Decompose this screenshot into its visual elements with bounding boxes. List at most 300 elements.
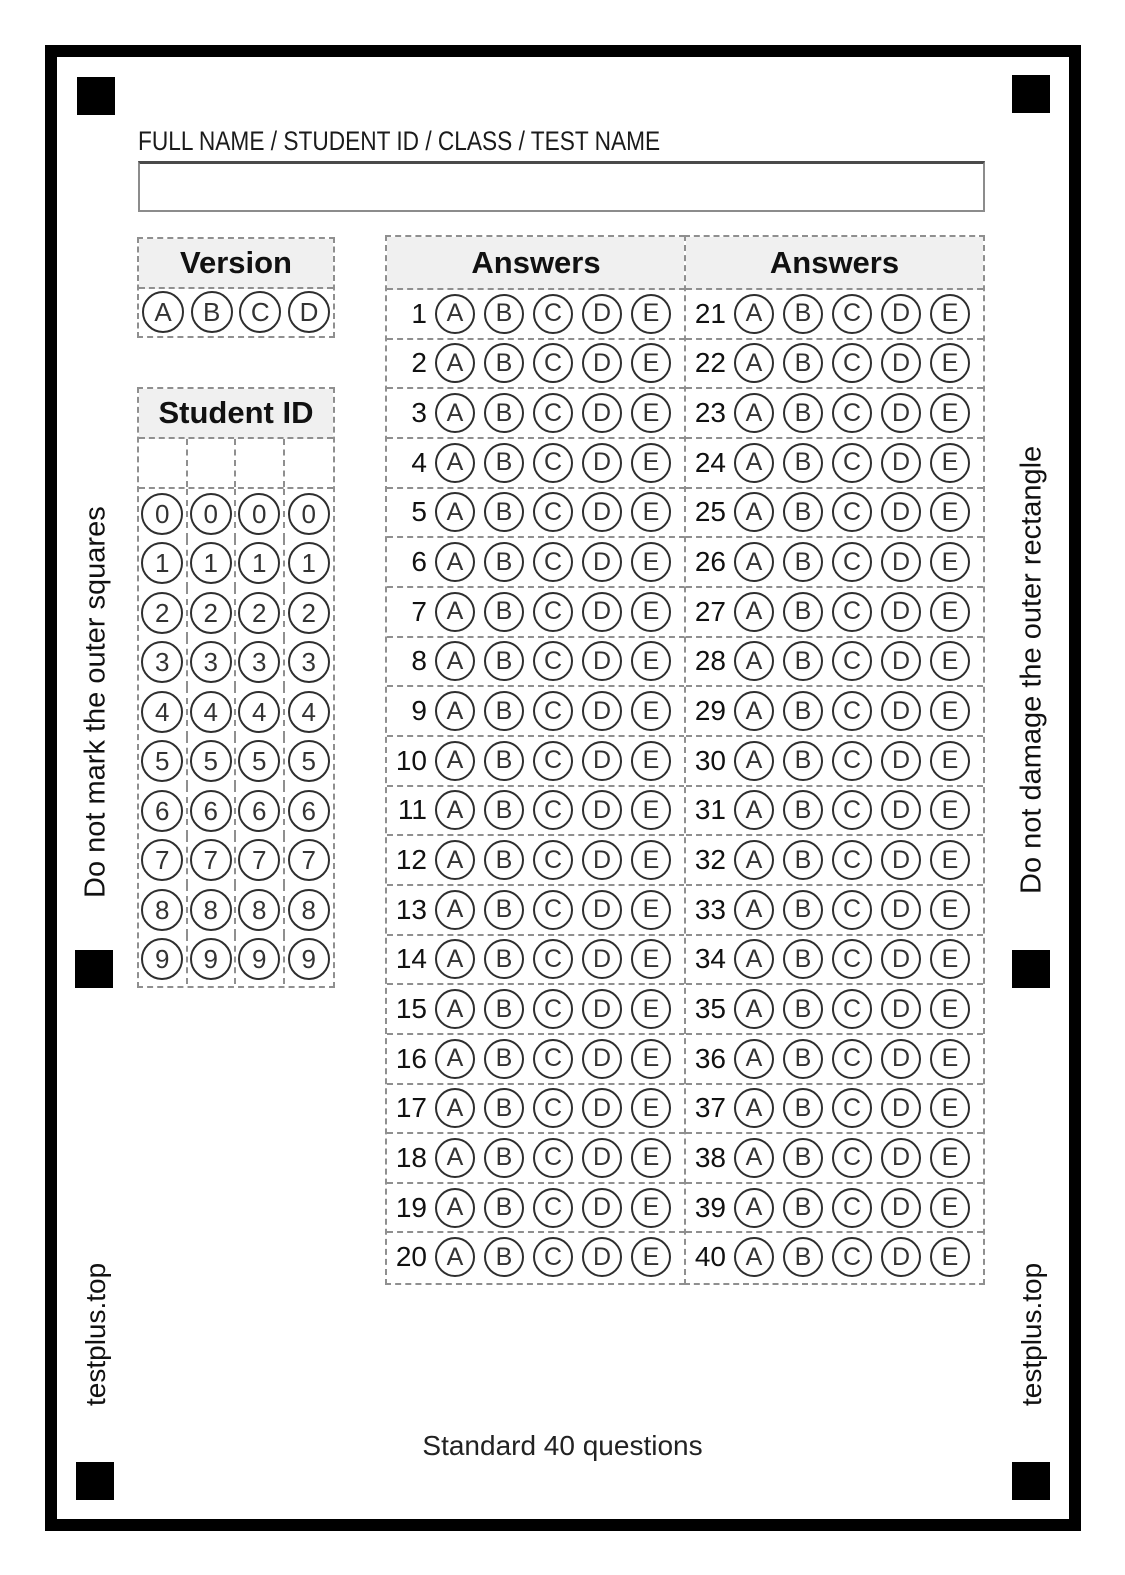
answer-37-A[interactable]: A (734, 1088, 774, 1128)
answer-21-C[interactable]: C (832, 294, 872, 334)
student-id-digit-5-col-2[interactable]: 5 (190, 740, 232, 782)
answer-30-D[interactable]: D (881, 741, 921, 781)
answer-10-E[interactable]: E (631, 741, 671, 781)
answer-13-D[interactable]: D (582, 890, 622, 930)
student-id-write-cell-1[interactable] (139, 439, 188, 487)
answer-7-C[interactable]: C (533, 592, 573, 632)
answer-24-B[interactable]: B (783, 443, 823, 483)
answer-17-D[interactable]: D (582, 1088, 622, 1128)
answer-11-A[interactable]: A (435, 790, 475, 830)
question-38-number: 38 (694, 1141, 726, 1173)
answer-15-A[interactable]: A (435, 989, 475, 1029)
answer-23-E[interactable]: E (930, 393, 970, 433)
answer-27-D[interactable]: D (881, 592, 921, 632)
answer-5-D[interactable]: D (582, 492, 622, 532)
answer-1-D[interactable]: D (582, 294, 622, 334)
answer-6-B[interactable]: B (484, 542, 524, 582)
question-37-bubbles (734, 1088, 970, 1128)
question-10-number: 10 (395, 744, 427, 776)
answer-29-D[interactable]: D (881, 691, 921, 731)
answer-21-A[interactable]: A (734, 294, 774, 334)
answer-21-D[interactable]: D (881, 294, 921, 334)
student-id-digit-6-col-4[interactable]: 6 (288, 790, 330, 832)
question-2-bubbles (435, 343, 671, 383)
answer-38-C[interactable]: C (832, 1138, 872, 1178)
answer-17-A[interactable]: A (435, 1088, 475, 1128)
answer-35-A[interactable]: A (734, 989, 774, 1029)
answer-row-30 (686, 737, 983, 787)
answer-9-D[interactable]: D (582, 691, 622, 731)
answer-29-B[interactable]: B (783, 691, 823, 731)
answer-29-C[interactable]: C (832, 691, 872, 731)
answer-6-C[interactable]: C (533, 542, 573, 582)
answer-2-A[interactable]: A (435, 343, 475, 383)
answer-35-E[interactable]: E (930, 989, 970, 1029)
answer-row-14 (387, 936, 685, 986)
answer-36-C[interactable]: C (832, 1039, 872, 1079)
answer-36-D[interactable]: D (881, 1039, 921, 1079)
answer-40-C[interactable]: C (832, 1237, 872, 1277)
answer-row-12 (387, 836, 685, 886)
answer-35-C[interactable]: C (832, 989, 872, 1029)
answer-5-C[interactable]: C (533, 492, 573, 532)
student-id-digit-1-col-3[interactable]: 1 (238, 542, 280, 584)
answer-39-C[interactable]: C (832, 1188, 872, 1228)
student-id-digit-4-col-3[interactable]: 4 (238, 691, 280, 733)
answer-24-A[interactable]: A (734, 443, 774, 483)
answer-4-D[interactable]: D (582, 443, 622, 483)
question-11-bubbles (435, 790, 671, 830)
answer-20-A[interactable]: A (435, 1237, 475, 1277)
answer-11-E[interactable]: E (631, 790, 671, 830)
answer-row-29 (686, 687, 983, 737)
answer-11-C[interactable]: C (533, 790, 573, 830)
student-id-digit-3-col-3[interactable]: 3 (238, 641, 280, 683)
answer-36-A[interactable]: A (734, 1039, 774, 1079)
answer-28-A[interactable]: A (734, 641, 774, 681)
answer-28-D[interactable]: D (881, 641, 921, 681)
student-id-cell (139, 737, 188, 787)
answer-26-D[interactable]: D (881, 542, 921, 582)
answer-38-B[interactable]: B (783, 1138, 823, 1178)
student-id-digit-7-col-3[interactable]: 7 (238, 839, 280, 881)
answer-4-B[interactable]: B (484, 443, 524, 483)
answer-12-D[interactable]: D (582, 840, 622, 880)
answer-23-B[interactable]: B (783, 393, 823, 433)
answer-1-A[interactable]: A (435, 294, 475, 334)
student-id-digit-2-col-2[interactable]: 2 (190, 592, 232, 634)
answer-21-B[interactable]: B (783, 294, 823, 334)
answer-8-A[interactable]: A (435, 641, 475, 681)
answer-4-C[interactable]: C (533, 443, 573, 483)
student-id-digit-5-col-1[interactable]: 5 (141, 740, 183, 782)
student-id-digit-8-col-2[interactable]: 8 (190, 889, 232, 931)
answer-33-E[interactable]: E (930, 890, 970, 930)
brand-text-left: testplus.top (80, 1262, 111, 1406)
student-id-cell (285, 539, 334, 589)
answer-20-D[interactable]: D (582, 1237, 622, 1277)
answer-29-A[interactable]: A (734, 691, 774, 731)
answer-30-C[interactable]: C (832, 741, 872, 781)
answer-18-A[interactable]: A (435, 1138, 475, 1178)
answer-31-A[interactable]: A (734, 790, 774, 830)
student-id-cell (236, 737, 285, 787)
answer-row-35 (686, 985, 983, 1035)
answer-18-D[interactable]: D (582, 1138, 622, 1178)
answer-19-C[interactable]: C (533, 1188, 573, 1228)
answer-1-C[interactable]: C (533, 294, 573, 334)
student-id-digit-2-col-1[interactable]: 2 (141, 592, 183, 634)
answer-35-B[interactable]: B (783, 989, 823, 1029)
answer-22-A[interactable]: A (734, 343, 774, 383)
answer-19-D[interactable]: D (582, 1188, 622, 1228)
student-id-digit-0-col-1[interactable]: 0 (141, 493, 183, 535)
answer-14-B[interactable]: B (484, 939, 524, 979)
question-1-number: 1 (411, 297, 427, 329)
answer-1-B[interactable]: B (484, 294, 524, 334)
student-id-cell (236, 539, 285, 589)
answer-28-E[interactable]: E (930, 641, 970, 681)
student-id-digit-3-col-1[interactable]: 3 (141, 641, 183, 683)
answer-12-A[interactable]: A (435, 840, 475, 880)
answer-32-B[interactable]: B (783, 840, 823, 880)
answer-5-B[interactable]: B (484, 492, 524, 532)
version-bubble-B[interactable]: B (191, 291, 233, 333)
answer-13-C[interactable]: C (533, 890, 573, 930)
answer-7-D[interactable]: D (582, 592, 622, 632)
answer-8-D[interactable]: D (582, 641, 622, 681)
student-id-digit-4-col-2[interactable]: 4 (190, 691, 232, 733)
answer-9-B[interactable]: B (484, 691, 524, 731)
question-17-number: 17 (395, 1092, 427, 1124)
answer-23-A[interactable]: A (734, 393, 774, 433)
answer-2-B[interactable]: B (484, 343, 524, 383)
answer-4-E[interactable]: E (631, 443, 671, 483)
answer-3-B[interactable]: B (484, 393, 524, 433)
answer-12-C[interactable]: C (533, 840, 573, 880)
student-id-digit-8-col-1[interactable]: 8 (141, 889, 183, 931)
student-id-digit-5-col-4[interactable]: 5 (288, 740, 330, 782)
answer-1-E[interactable]: E (631, 294, 671, 334)
student-id-cell (139, 489, 188, 539)
answer-2-E[interactable]: E (631, 343, 671, 383)
answer-5-E[interactable]: E (631, 492, 671, 532)
answer-20-E[interactable]: E (631, 1237, 671, 1277)
answer-37-D[interactable]: D (881, 1088, 921, 1128)
answer-40-E[interactable]: E (930, 1237, 970, 1277)
answer-39-B[interactable]: B (783, 1188, 823, 1228)
student-id-write-cell-2[interactable] (188, 439, 237, 487)
student-id-digit-9-col-1[interactable]: 9 (141, 938, 183, 980)
answer-3-E[interactable]: E (631, 393, 671, 433)
answer-row-6 (387, 538, 685, 588)
answer-30-E[interactable]: E (930, 741, 970, 781)
answer-9-E[interactable]: E (631, 691, 671, 731)
answer-32-C[interactable]: C (832, 840, 872, 880)
answer-2-D[interactable]: D (582, 343, 622, 383)
version-bubble-A[interactable]: A (142, 291, 184, 333)
answer-25-C[interactable]: C (832, 492, 872, 532)
answer-36-E[interactable]: E (930, 1039, 970, 1079)
student-id-digit-6-col-2[interactable]: 6 (190, 790, 232, 832)
answer-11-D[interactable]: D (582, 790, 622, 830)
answer-12-B[interactable]: B (484, 840, 524, 880)
answer-37-E[interactable]: E (930, 1088, 970, 1128)
answer-22-B[interactable]: B (783, 343, 823, 383)
student-id-digit-9-col-4[interactable]: 9 (288, 938, 330, 980)
left-margin-note: Do not mark the outer squares (79, 506, 112, 899)
answer-11-B[interactable]: B (484, 790, 524, 830)
question-40-bubbles (734, 1237, 970, 1277)
student-id-title: Student ID (139, 389, 333, 439)
answer-37-C[interactable]: C (832, 1088, 872, 1128)
answer-28-B[interactable]: B (783, 641, 823, 681)
answer-33-A[interactable]: A (734, 890, 774, 930)
answer-14-C[interactable]: C (533, 939, 573, 979)
answer-8-E[interactable]: E (631, 641, 671, 681)
answer-15-B[interactable]: B (484, 989, 524, 1029)
answer-18-B[interactable]: B (484, 1138, 524, 1178)
question-8-bubbles (435, 641, 671, 681)
answer-row-18 (387, 1134, 685, 1184)
answer-21-E[interactable]: E (930, 294, 970, 334)
answer-25-A[interactable]: A (734, 492, 774, 532)
answer-20-B[interactable]: B (484, 1237, 524, 1277)
registration-mark-top-right (1012, 75, 1050, 113)
answer-6-D[interactable]: D (582, 542, 622, 582)
student-id-cell (236, 836, 285, 886)
question-4-bubbles (435, 443, 671, 483)
question-15-bubbles (435, 989, 671, 1029)
student-id-digit-6-col-1[interactable]: 6 (141, 790, 183, 832)
question-18-number: 18 (395, 1141, 427, 1173)
answer-31-D[interactable]: D (881, 790, 921, 830)
answer-row-40 (686, 1233, 983, 1281)
answer-7-E[interactable]: E (631, 592, 671, 632)
answer-39-E[interactable]: E (930, 1188, 970, 1228)
question-33-number: 33 (694, 893, 726, 925)
answer-22-C[interactable]: C (832, 343, 872, 383)
answer-16-C[interactable]: C (533, 1039, 573, 1079)
question-21-bubbles (734, 294, 970, 334)
answer-4-A[interactable]: A (435, 443, 475, 483)
answer-25-B[interactable]: B (783, 492, 823, 532)
answers-body-right (686, 290, 983, 1281)
student-id-digit-7-col-4[interactable]: 7 (288, 839, 330, 881)
answer-16-A[interactable]: A (435, 1039, 475, 1079)
answer-17-C[interactable]: C (533, 1088, 573, 1128)
answer-25-E[interactable]: E (930, 492, 970, 532)
answer-24-E[interactable]: E (930, 443, 970, 483)
answer-18-E[interactable]: E (631, 1138, 671, 1178)
answer-31-E[interactable]: E (930, 790, 970, 830)
answer-row-13 (387, 886, 685, 936)
answer-32-D[interactable]: D (881, 840, 921, 880)
question-37-number: 37 (694, 1092, 726, 1124)
answer-6-E[interactable]: E (631, 542, 671, 582)
question-13-bubbles (435, 890, 671, 930)
answer-35-D[interactable]: D (881, 989, 921, 1029)
answer-6-A[interactable]: A (435, 542, 475, 582)
answer-5-A[interactable]: A (435, 492, 475, 532)
answer-34-E[interactable]: E (930, 939, 970, 979)
student-id-digit-0-col-3[interactable]: 0 (238, 493, 280, 535)
answer-38-A[interactable]: A (734, 1138, 774, 1178)
answer-7-B[interactable]: B (484, 592, 524, 632)
student-id-digit-3-col-4[interactable]: 3 (288, 641, 330, 683)
answer-7-A[interactable]: A (435, 592, 475, 632)
student-id-write-row (139, 439, 333, 489)
answer-34-C[interactable]: C (832, 939, 872, 979)
answer-40-D[interactable]: D (881, 1237, 921, 1277)
answer-13-E[interactable]: E (631, 890, 671, 930)
answer-39-D[interactable]: D (881, 1188, 921, 1228)
student-id-cell (139, 836, 188, 886)
answers-title-left: Answers (387, 237, 685, 290)
answer-34-B[interactable]: B (783, 939, 823, 979)
question-27-bubbles (734, 592, 970, 632)
answer-10-C[interactable]: C (533, 741, 573, 781)
answer-12-E[interactable]: E (631, 840, 671, 880)
answer-32-E[interactable]: E (930, 840, 970, 880)
student-id-digit-7-col-2[interactable]: 7 (190, 839, 232, 881)
student-id-digit-4-col-4[interactable]: 4 (288, 691, 330, 733)
answer-29-E[interactable]: E (930, 691, 970, 731)
answer-31-C[interactable]: C (832, 790, 872, 830)
answer-18-C[interactable]: C (533, 1138, 573, 1178)
answer-23-C[interactable]: C (832, 393, 872, 433)
answer-38-E[interactable]: E (930, 1138, 970, 1178)
answer-37-B[interactable]: B (783, 1088, 823, 1128)
answer-34-D[interactable]: D (881, 939, 921, 979)
answer-10-B[interactable]: B (484, 741, 524, 781)
student-id-digit-0-col-2[interactable]: 0 (190, 493, 232, 535)
answer-3-D[interactable]: D (582, 393, 622, 433)
answer-40-A[interactable]: A (734, 1237, 774, 1277)
answer-27-B[interactable]: B (783, 592, 823, 632)
answer-9-A[interactable]: A (435, 691, 475, 731)
student-id-digit-7-col-1[interactable]: 7 (141, 839, 183, 881)
student-id-write-cell-3[interactable] (236, 439, 285, 487)
student-id-cell (285, 786, 334, 836)
student-id-digit-1-col-2[interactable]: 1 (190, 542, 232, 584)
student-id-digit-2-col-4[interactable]: 2 (288, 592, 330, 634)
answer-33-C[interactable]: C (832, 890, 872, 930)
student-id-digit-9-col-3[interactable]: 9 (238, 938, 280, 980)
student-id-digit-8-col-4[interactable]: 8 (288, 889, 330, 931)
answer-19-E[interactable]: E (631, 1188, 671, 1228)
answer-26-C[interactable]: C (832, 542, 872, 582)
student-id-write-cell-4[interactable] (285, 439, 334, 487)
answer-19-B[interactable]: B (484, 1188, 524, 1228)
answer-26-A[interactable]: A (734, 542, 774, 582)
student-id-cell (139, 588, 188, 638)
answer-row-1 (387, 290, 685, 340)
answer-13-B[interactable]: B (484, 890, 524, 930)
answer-17-E[interactable]: E (631, 1088, 671, 1128)
student-id-digit-9-col-2[interactable]: 9 (190, 938, 232, 980)
answer-13-A[interactable]: A (435, 890, 475, 930)
answer-8-B[interactable]: B (484, 641, 524, 681)
answer-14-E[interactable]: E (631, 939, 671, 979)
answer-26-B[interactable]: B (783, 542, 823, 582)
answer-24-D[interactable]: D (881, 443, 921, 483)
answer-2-C[interactable]: C (533, 343, 573, 383)
answer-17-B[interactable]: B (484, 1088, 524, 1128)
student-id-cell (139, 638, 188, 688)
answer-26-E[interactable]: E (930, 542, 970, 582)
answer-10-A[interactable]: A (435, 741, 475, 781)
student-id-digit-3-col-2[interactable]: 3 (190, 641, 232, 683)
student-id-digit-6-col-3[interactable]: 6 (238, 790, 280, 832)
answer-row-5 (387, 489, 685, 539)
answer-9-C[interactable]: C (533, 691, 573, 731)
answer-3-C[interactable]: C (533, 393, 573, 433)
answer-16-B[interactable]: B (484, 1039, 524, 1079)
answer-30-A[interactable]: A (734, 741, 774, 781)
answer-20-C[interactable]: C (533, 1237, 573, 1277)
answer-30-B[interactable]: B (783, 741, 823, 781)
answer-33-D[interactable]: D (881, 890, 921, 930)
answer-15-D[interactable]: D (582, 989, 622, 1029)
answer-27-E[interactable]: E (930, 592, 970, 632)
registration-mark-top-left (77, 77, 115, 115)
answer-14-A[interactable]: A (435, 939, 475, 979)
answer-23-D[interactable]: D (881, 393, 921, 433)
answer-32-A[interactable]: A (734, 840, 774, 880)
answer-24-C[interactable]: C (832, 443, 872, 483)
student-id-digit-1-col-4[interactable]: 1 (288, 542, 330, 584)
question-24-number: 24 (694, 446, 726, 478)
answer-3-A[interactable]: A (435, 393, 475, 433)
answer-19-A[interactable]: A (435, 1188, 475, 1228)
answer-38-D[interactable]: D (881, 1138, 921, 1178)
question-31-number: 31 (694, 794, 726, 826)
answer-22-D[interactable]: D (881, 343, 921, 383)
student-id-digit-2-col-3[interactable]: 2 (238, 592, 280, 634)
name-input-box[interactable] (138, 161, 985, 212)
version-bubble-C[interactable]: C (239, 291, 281, 333)
answer-39-A[interactable]: A (734, 1188, 774, 1228)
sheet-type-label: Standard 40 questions (422, 1430, 703, 1461)
answer-22-E[interactable]: E (930, 343, 970, 383)
answer-40-B[interactable]: B (783, 1237, 823, 1277)
answer-36-B[interactable]: B (783, 1039, 823, 1079)
answer-16-D[interactable]: D (582, 1039, 622, 1079)
version-bubble-D[interactable]: D (288, 291, 330, 333)
answer-16-E[interactable]: E (631, 1039, 671, 1079)
answer-14-D[interactable]: D (582, 939, 622, 979)
answer-33-B[interactable]: B (783, 890, 823, 930)
student-id-digit-4-col-1[interactable]: 4 (141, 691, 183, 733)
answer-8-C[interactable]: C (533, 641, 573, 681)
answer-10-D[interactable]: D (582, 741, 622, 781)
question-34-bubbles (734, 939, 970, 979)
student-id-digit-8-col-3[interactable]: 8 (238, 889, 280, 931)
answer-15-E[interactable]: E (631, 989, 671, 1029)
student-id-digit-1-col-1[interactable]: 1 (141, 542, 183, 584)
answer-34-A[interactable]: A (734, 939, 774, 979)
answer-31-B[interactable]: B (783, 790, 823, 830)
answer-25-D[interactable]: D (881, 492, 921, 532)
answer-27-C[interactable]: C (832, 592, 872, 632)
answer-15-C[interactable]: C (533, 989, 573, 1029)
answer-row-21 (686, 290, 983, 340)
answer-27-A[interactable]: A (734, 592, 774, 632)
student-id-digit-0-col-4[interactable]: 0 (288, 493, 330, 535)
answer-28-C[interactable]: C (832, 641, 872, 681)
student-id-digit-5-col-3[interactable]: 5 (238, 740, 280, 782)
